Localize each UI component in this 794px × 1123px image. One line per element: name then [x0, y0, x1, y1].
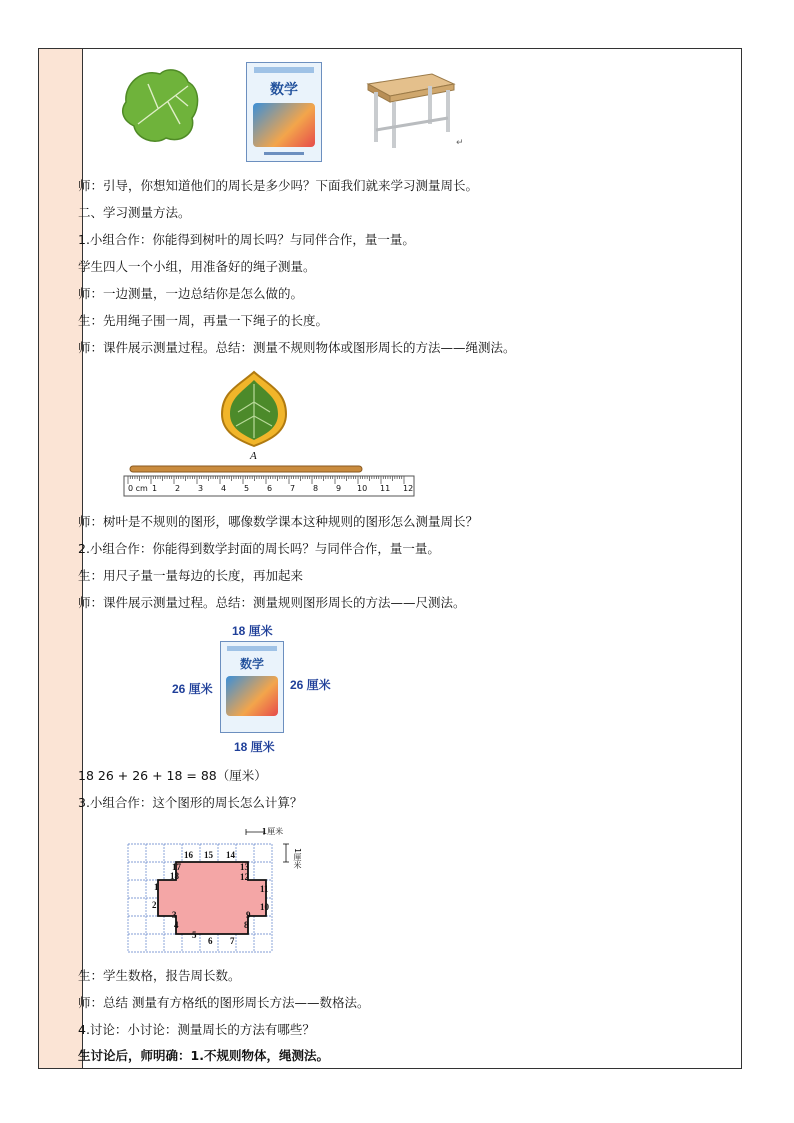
grid-num-4: 4 [174, 920, 179, 930]
grid-num-16: 16 [184, 850, 193, 860]
ruler-tick-label-9: 9 [336, 484, 342, 493]
text-line-8: 师：树叶是不规则的图形，哪像数学课本这种规则的图形怎么测量周长？ [78, 514, 479, 529]
ruler-tick-label-0: 0 cm [128, 484, 148, 493]
grid-num-18: 18 [170, 871, 179, 881]
ruler-tick-label-11: 11 [380, 484, 391, 493]
grid-num-14: 14 [226, 850, 235, 860]
text-line-1: 师：引导，你想知道他们的周长是多少吗？下面我们就来学习测量周长。 [78, 178, 479, 193]
grid-num-13: 13 [240, 862, 249, 872]
text-line-4: 学生四人一个小组，用准备好的绳子测量。 [78, 259, 316, 274]
grid-num-2: 2 [152, 900, 157, 910]
grid-num-5: 5 [192, 930, 197, 940]
text-line-15: 师：总结 测量有方格纸的图形周长方法——数格法。 [78, 995, 370, 1010]
grid-num-12: 12 [240, 872, 249, 882]
small-cover-illustration [226, 676, 278, 716]
ruler-tick-label-10: 10 [357, 484, 368, 493]
cover-illustration [253, 103, 315, 147]
cover-top-strip [254, 67, 314, 73]
grid-num-1: 1 [154, 882, 159, 892]
grid-unit-label-v: 1厘米 [293, 848, 302, 870]
text-line-16: 4.讨论：小讨论：测量周长的方法有哪些？ [78, 1022, 315, 1037]
text-line-10: 生：用尺子量一量每边的长度，再加起来 [78, 568, 304, 583]
book-dim-top: 18 厘米 [232, 624, 273, 638]
text-line-7: 师：课件展示测量过程。总结：测量不规则物体或图形周长的方法——绳测法。 [78, 340, 516, 355]
ruler-tick-label-12: 12 [403, 484, 414, 493]
cover-publisher-line [264, 152, 304, 155]
math-book-cover [246, 62, 322, 162]
grid-num-3: 3 [172, 910, 177, 920]
text-line-11: 师：课件展示测量过程。总结：测量规则图形周长的方法——尺测法。 [78, 595, 466, 610]
side-column [39, 49, 83, 1068]
ruler-labels [126, 484, 416, 496]
text-line-9: 2.小组合作：你能得到数学封面的周长吗？与同伴合作，量一量。 [78, 541, 440, 556]
ruler-tick-label-3: 3 [198, 484, 204, 493]
ruler-tick-label-5: 5 [244, 484, 250, 493]
text-line-13: 3.小组合作：这个图形的周长怎么计算？ [78, 795, 303, 810]
ruler-tick-label-2: 2 [175, 484, 181, 493]
return-mark: ↵ [456, 138, 464, 148]
grid-num-8: 8 [244, 920, 249, 930]
text-line-3: 1.小组合作：你能得到树叶的周长吗？与同伴合作，量一量。 [78, 232, 415, 247]
ruler-tick-label-4: 4 [221, 484, 227, 493]
book-dim-bottom: 18 厘米 [234, 740, 275, 754]
ruler-tick-label-8: 8 [313, 484, 319, 493]
leaf-label-a: A [250, 450, 257, 462]
text-line-12: 18 26 + 26 + 18 = 88（厘米） [78, 768, 267, 783]
desk-image [362, 70, 458, 150]
math-book-cover-small [220, 641, 284, 733]
ruler-tick-label-6: 6 [267, 484, 273, 493]
small-cover-strip [227, 646, 277, 651]
text-line-6: 生：先用绳子围一周，再量一下绳子的长度。 [78, 313, 329, 328]
text-line-2: 二、学习测量方法。 [78, 205, 191, 220]
grid-num-11: 11 [260, 884, 269, 894]
grid-num-9: 9 [246, 910, 251, 920]
leaf-image [118, 64, 202, 146]
leaf-rope-ruler-figure [120, 368, 420, 500]
text-line-17: 生讨论后，师明确：1.不规则物体，绳测法。 [78, 1048, 329, 1063]
ruler-tick-label-1: 1 [152, 484, 158, 493]
grid-figure [126, 826, 316, 956]
text-line-14: 生：学生数格，报告周长数。 [78, 968, 241, 983]
ruler-tick-label-7: 7 [290, 484, 296, 493]
book-cover-title: 数学 [270, 82, 298, 98]
grid-unit-label-h: 1厘米 [262, 827, 284, 836]
text-line-5: 师：一边测量，一边总结你是怎么做的。 [78, 286, 304, 301]
grid-num-6: 6 [208, 936, 213, 946]
grid-num-10: 10 [260, 902, 269, 912]
grid-num-15: 15 [204, 850, 213, 860]
book-dim-right: 26 厘米 [290, 678, 331, 692]
book-cover-title-small: 数学 [239, 657, 264, 671]
book-dim-left: 26 厘米 [172, 682, 213, 696]
grid-num-17: 17 [172, 862, 181, 872]
grid-num-7: 7 [230, 936, 235, 946]
